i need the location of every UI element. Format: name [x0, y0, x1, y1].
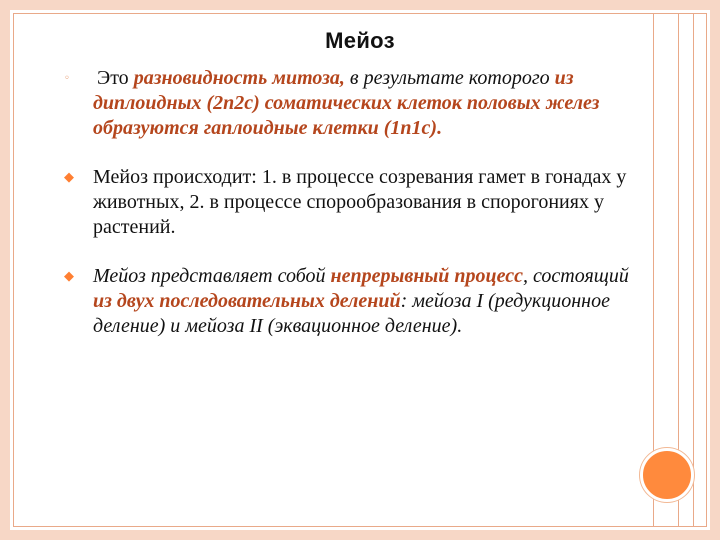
item-text — [93, 67, 599, 139]
list-item — [64, 66, 649, 141]
item-text: Мейоз происходит: 1. в процессе созревания гамет в гонадах у животных, 2. в процессе спорообразования в спорогониях у растений. — [93, 166, 627, 238]
ring-bullet-icon: ◦ — [64, 73, 70, 84]
list-item — [64, 165, 649, 240]
slide-title: Мейоз — [325, 28, 395, 53]
slide-content — [64, 66, 649, 339]
diamond-bullet-icon: ◆ — [64, 170, 74, 185]
item-text-emphasis: непрерывный процесс — [330, 265, 524, 287]
decorative-circle — [640, 448, 694, 502]
item-text-plain: Это — [97, 67, 134, 89]
item-text-italic: : мейоза I (редукционное деление) и мейоза II (эквационное деление). — [93, 290, 610, 337]
item-text-italic: , состоящий — [523, 265, 629, 287]
item-text — [93, 265, 629, 337]
diamond-bullet-icon: ◆ — [64, 269, 74, 284]
item-text-emphasis: из двух последовательных делений — [93, 290, 401, 312]
list-item — [64, 264, 649, 339]
frame-rule — [653, 13, 654, 527]
item-text-emphasis: разновидность митоза, — [133, 67, 345, 89]
item-text-italic: Мейоз представляет собой — [93, 265, 331, 287]
item-text-emphasis: из диплоидных (2n2c) соматических клеток половых желез образуются гаплоидные клетки (1n1c). — [93, 67, 600, 139]
frame-rule — [693, 13, 694, 527]
item-text-italic: в результате которого — [344, 67, 555, 89]
